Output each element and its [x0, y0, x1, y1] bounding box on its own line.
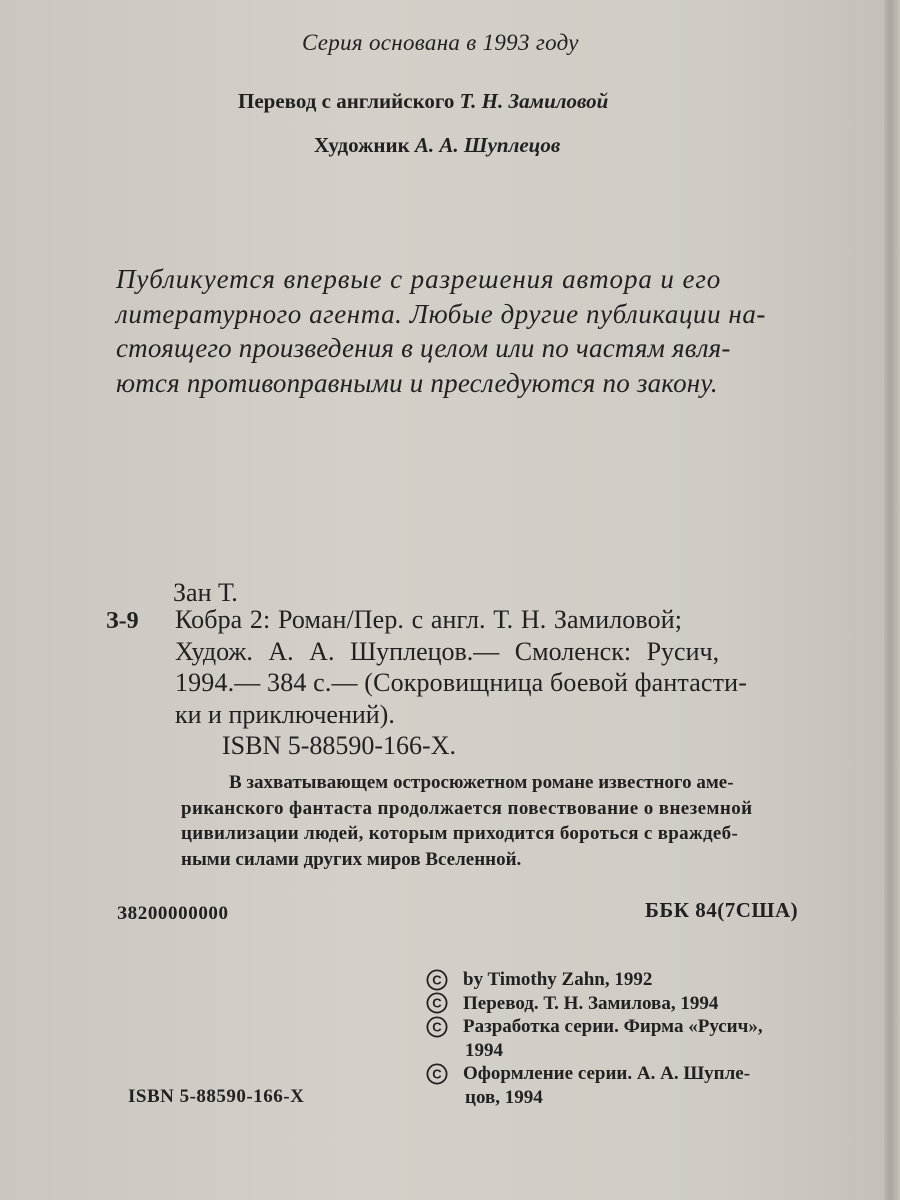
- annotation: [181, 770, 752, 872]
- series-note: Серия основана в 1993 году: [302, 30, 579, 55]
- svg-text:C: C: [432, 1066, 442, 1082]
- artist-prefix: Художник: [314, 133, 410, 157]
- copyright-item: [426, 968, 763, 992]
- translation-prefix: Перевод с английского: [238, 89, 455, 113]
- notice-line: стоящего произведения в целом или по частям явля-: [116, 333, 731, 363]
- copyright-text: Разработка серии. Фирма «Русич»,: [463, 1016, 763, 1037]
- annotation-line: В захватывающем остросюжетном романе известного аме-: [229, 772, 734, 793]
- copyright-text: 1994: [465, 1039, 503, 1061]
- catalog-number: З8200000000: [117, 903, 229, 924]
- copyright-item: [426, 992, 763, 1016]
- entry-line: Худож. А. А. Шуплецов.— Смоленск: Русич,: [175, 636, 720, 666]
- translation-credit: [238, 89, 608, 114]
- bibliographic-entry: [175, 604, 747, 730]
- copyright-continuation: [426, 1086, 763, 1110]
- artist-name: А. А. Шуплецов: [414, 133, 561, 157]
- entry-line: 1994.— 384 с.— (Сокровищница боевой фантасти-: [175, 668, 748, 697]
- svg-text:C: C: [432, 995, 442, 1011]
- copyright-text: Перевод. Т. Н. Замилова, 1994: [463, 992, 719, 1014]
- catalog-isbn: ISBN 5-88590-166-X.: [222, 731, 456, 760]
- copyright-item: [426, 1015, 763, 1039]
- artist-credit: [314, 133, 560, 158]
- svg-text:C: C: [432, 1019, 442, 1035]
- copyright-icon: [426, 1016, 448, 1038]
- copyright-continuation: [426, 1039, 763, 1063]
- copyright-notice: [116, 262, 766, 400]
- entry-line: Кобра 2: Роман/Пер. с англ. Т. Н. Замиловой;: [175, 605, 683, 634]
- annotation-line: ными силами других миров Вселенной.: [181, 848, 522, 870]
- copyright-item: [426, 1062, 763, 1086]
- notice-line: Публикуется впервые с разрешения автора и его: [116, 264, 722, 294]
- copyright-icon: [426, 1063, 448, 1085]
- copyright-text: by Timothy Zahn, 1992: [463, 969, 653, 990]
- notice-line: ются противоправными и преследуются по закону.: [116, 367, 718, 398]
- copyright-list: [426, 968, 763, 1109]
- bottom-isbn: ISBN 5-88590-166-X: [128, 1086, 305, 1107]
- page-edge: [884, 0, 900, 1200]
- notice-line: литературного агента. Любые другие публикации на-: [116, 298, 766, 329]
- copyright-icon: [426, 969, 448, 991]
- annotation-line: риканского фантаста продолжается повествование о внеземной: [181, 797, 753, 819]
- annotation-line: цивилизации людей, которым приходится бороться с враждеб-: [181, 823, 739, 844]
- bbk-code: ББК 84(7США): [645, 898, 799, 922]
- svg-text:C: C: [432, 972, 442, 988]
- catalog-code: З-9: [106, 608, 139, 634]
- entry-line: ки и приключений).: [175, 699, 395, 729]
- copyright-icon: [426, 992, 448, 1014]
- catalog-author: Зан Т.: [173, 578, 238, 607]
- translator-name: Т. Н. Замиловой: [459, 89, 609, 113]
- copyright-text: Оформление серии. А. А. Шупле-: [463, 1063, 751, 1084]
- copyright-text: цов, 1994: [465, 1086, 543, 1108]
